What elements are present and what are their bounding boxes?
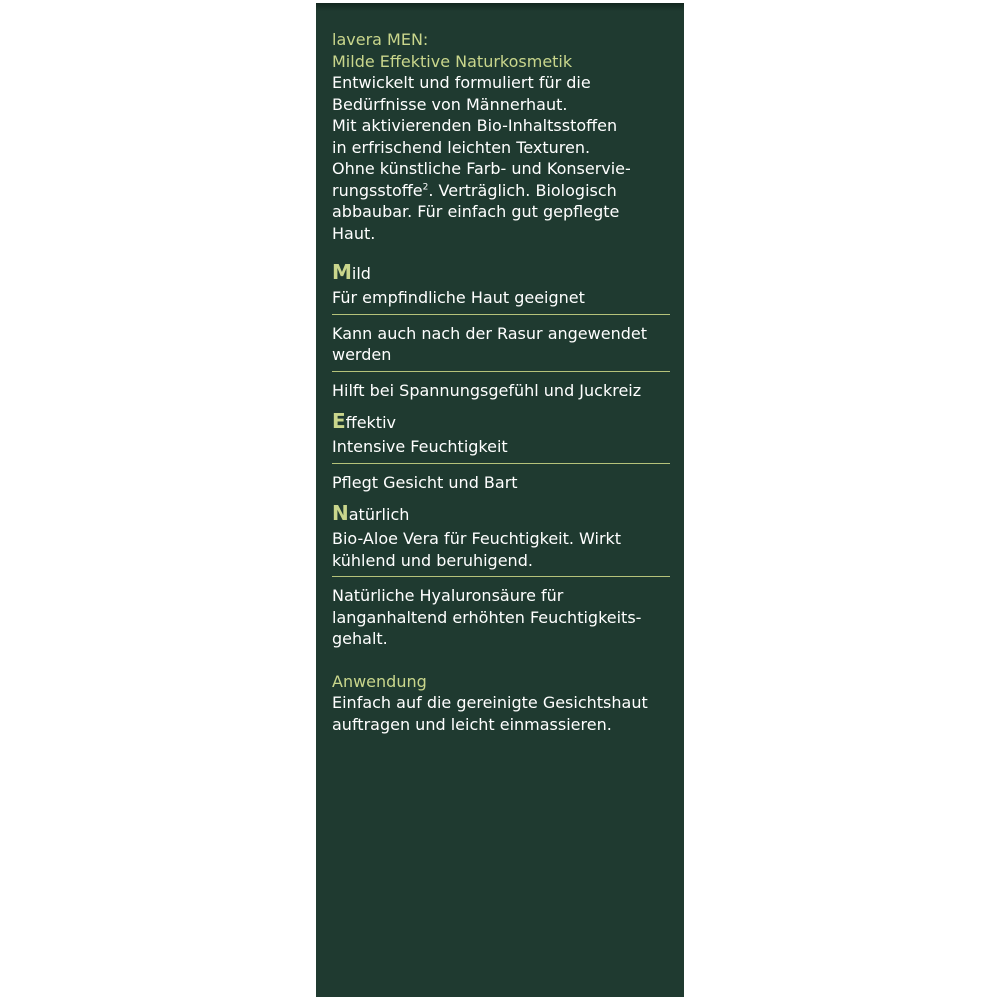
section-mild (332, 261, 670, 406)
item-line: Natürliche Hyaluronsäure für (332, 586, 564, 605)
intro-text (332, 72, 670, 244)
heading-initial: N (332, 501, 349, 525)
intro-line: Haut. (332, 223, 376, 243)
intro-line: abbaubar. Für einfach gut gepflegte (332, 202, 620, 221)
item-line: gehalt. (332, 629, 388, 648)
list-item (332, 583, 670, 655)
heading-rest: atürlich (348, 505, 410, 524)
usage-line: Einfach auf die gereinigte Gesichtshaut (332, 693, 648, 712)
heading-rest: ffektiv (345, 413, 396, 432)
section-heading (332, 410, 670, 434)
item-line: Für empfindliche Haut geeignet (332, 288, 585, 307)
section-heading (332, 261, 670, 285)
list-item (332, 285, 670, 315)
list-item (332, 434, 670, 464)
brand-block (332, 29, 670, 72)
intro-line-part: . Verträglich. Biologisch (428, 180, 617, 200)
section-effektiv (332, 410, 670, 498)
list-item (332, 321, 670, 372)
heading-initial: E (332, 409, 346, 433)
brand-tagline: Milde Effektive Naturkosmetik (332, 51, 573, 71)
item-line: kühlend und beruhigend. (332, 550, 533, 570)
usage-line: auftragen und leicht einmassieren. (332, 714, 612, 734)
heading-rest: ild (351, 264, 371, 283)
item-line: Hilft bei Spannungsgefühl und Juckreiz (332, 380, 642, 400)
list-item (332, 378, 670, 407)
item-line: langanhaltend erhöhten Feuchtigkeits- (332, 607, 642, 627)
item-line: Bio-Aloe Vera für Feuchtigkeit. Wirkt (332, 529, 622, 548)
item-line: Intensive Feuchtigkeit (332, 437, 508, 456)
list-item (332, 470, 670, 499)
heading-initial: M (332, 260, 352, 284)
item-line: werden (332, 345, 392, 364)
item-line: Kann auch nach der Rasur angewendet (332, 323, 647, 343)
intro-line: Bedürfnisse von Männerhaut. (332, 94, 568, 114)
usage-heading: Anwendung (332, 671, 427, 691)
intro-line-part: rungsstoffe (332, 180, 423, 200)
intro-line (332, 180, 670, 202)
intro-line: Mit aktivierenden Bio-Inhaltsstoffen (332, 116, 618, 135)
list-item (332, 526, 670, 577)
package-side-panel (316, 3, 684, 997)
brand-name: lavera MEN: (332, 30, 429, 49)
usage-text (332, 692, 670, 735)
item-line: Pflegt Gesicht und Bart (332, 472, 518, 492)
intro-line: Ohne künstliche Farb- und Konservie- (332, 159, 631, 178)
footnote-marker: 2 (422, 182, 429, 193)
section-natuerlich (332, 502, 670, 655)
intro-line: Entwickelt und formuliert für die (332, 73, 591, 92)
section-heading (332, 502, 670, 526)
intro-line: in erfrischend leichten Texturen. (332, 137, 591, 157)
